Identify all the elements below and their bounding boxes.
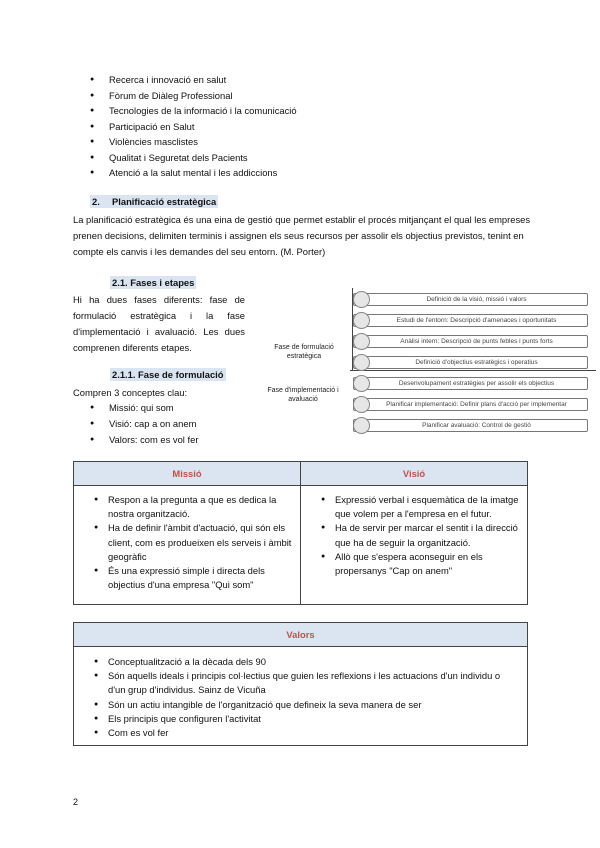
list-item: ● És una expressió simple i directa dels objectius d'una empresa "Qui som": [86, 564, 294, 592]
list-item: ● Expressió verbal i esquemàtica de la imatge que volem per a l'empresa en el futur.: [313, 493, 521, 521]
circle-icon: [353, 333, 370, 350]
mission-header: Missió: [74, 462, 300, 486]
diagram-row: Anàlisi intern: Descripció de punts febles i punts forts: [353, 335, 588, 348]
diagram-row: Desenvolupament estratègies per assolir els objectius: [353, 377, 588, 390]
circle-icon: [353, 375, 370, 392]
list-item: ● Ha de definir l'àmbit d'actuació, qui són els client, com es produeixen els serveis i àmbit geogràfic: [86, 521, 294, 564]
list-item: ● Valors: com es vol fer: [90, 432, 198, 448]
list-item: ● Missió: qui som: [90, 400, 198, 416]
phases-diagram: [256, 288, 596, 434]
circle-icon: [353, 417, 370, 434]
vision-column: [301, 462, 527, 604]
concepts-intro: Compren 3 conceptes clau:: [73, 387, 188, 398]
section-2-title: Planificació estratègica: [112, 196, 217, 207]
list-item: ● Visió: cap a on anem: [90, 416, 198, 432]
list-item: ● Qualitat i Seguretat dels Pacients: [90, 150, 297, 166]
divider-line: [350, 370, 596, 371]
list-item: ● Allò que s'espera aconseguir en els propersanys "Cap on anem": [313, 550, 521, 578]
list-item: ● Violències masclistes: [90, 134, 297, 150]
section-2-1-heading: [110, 277, 196, 288]
list-item: ● Respon a la pregunta a que es dedica la nostra organització.: [86, 493, 294, 521]
top-bullet-list: [90, 72, 297, 181]
circle-icon: [353, 312, 370, 329]
vision-header: Visió: [301, 462, 527, 486]
section-2-1-1-heading: [110, 369, 226, 380]
diagram-row: Definició d'objectius estratègics i operatius: [353, 356, 588, 369]
list-item: ● Atenció a la salut mental i les addiccions: [90, 165, 297, 181]
list-item: ● Com es vol fer: [86, 726, 516, 740]
phase-formulation-label: Fase de formulació estratègica: [274, 344, 334, 360]
mission-list: [86, 493, 294, 592]
circle-icon: [353, 396, 370, 413]
diagram-row: Planificar implementació: Definir plans d'acció per implementar: [353, 398, 588, 411]
circle-icon: [353, 354, 370, 371]
list-item: ● Són un actiu intangible de l'organització que defineix la seva manera de ser: [86, 698, 516, 712]
list-item: ● Són aquells ideals i principis col·lectius que guien les reflexions i les actuacions d'un individu o d'un grup d'individus. Sainz de Vicuña: [86, 669, 516, 697]
section-2-1-paragraph: Hi ha dues fases diferents: fase de formulació estratègica i la fase d'implementació i avaluació. Les dues comprenen diferents etapes.: [73, 294, 245, 353]
page-number: 2: [73, 797, 79, 807]
diagram-row: Definició de la visió, missió i valors: [353, 293, 588, 306]
section-2-number: 2.: [92, 196, 100, 207]
list-item: ● Fòrum de Diàleg Professional: [90, 88, 297, 104]
diagram-row: Estudi de l'entorn: Descripció d'amenaces i oportunitats: [353, 314, 588, 327]
mission-vision-table: [73, 461, 528, 605]
list-item: ● Tecnologies de la informació i la comunicació: [90, 103, 297, 119]
list-item: ● Participació en Salut: [90, 119, 297, 135]
section-2-heading: [90, 196, 218, 207]
section-2-1-title: 2.1. Fases i etapes: [112, 277, 195, 288]
section-2-1-1-title: 2.1.1. Fase de formulació: [112, 369, 224, 380]
diagram-row: Planificar avaluació: Control de gestió: [353, 419, 588, 432]
list-item: ● Conceptualització a la dècada dels 90: [86, 655, 516, 669]
list-item: ● Els principis que configuren l'activitat: [86, 712, 516, 726]
values-list: [86, 655, 516, 740]
values-table: [73, 622, 528, 746]
concepts-list: [90, 400, 198, 448]
mission-column: [74, 462, 301, 604]
section-2-paragraph: La planificació estratègica és una eina de gestió que permet establir el procés mitjançant el qual les empreses prenen decisions, delimiten terminis i assignen els seus recursos per assolir els objectius previstos, tenint en compte els canvis i les demandes del seu entorn. (M. Porter): [73, 214, 531, 257]
list-item: ● Ha de servir per marcar el sentit i la direcció que ha de seguir la organització.: [313, 521, 521, 549]
circle-icon: [353, 291, 370, 308]
values-header: Valors: [74, 623, 527, 647]
list-item: ● Recerca i innovació en salut: [90, 72, 297, 88]
phase-implementation-label: Fase d'implementació i avaluació: [267, 387, 339, 403]
vision-list: [313, 493, 521, 578]
